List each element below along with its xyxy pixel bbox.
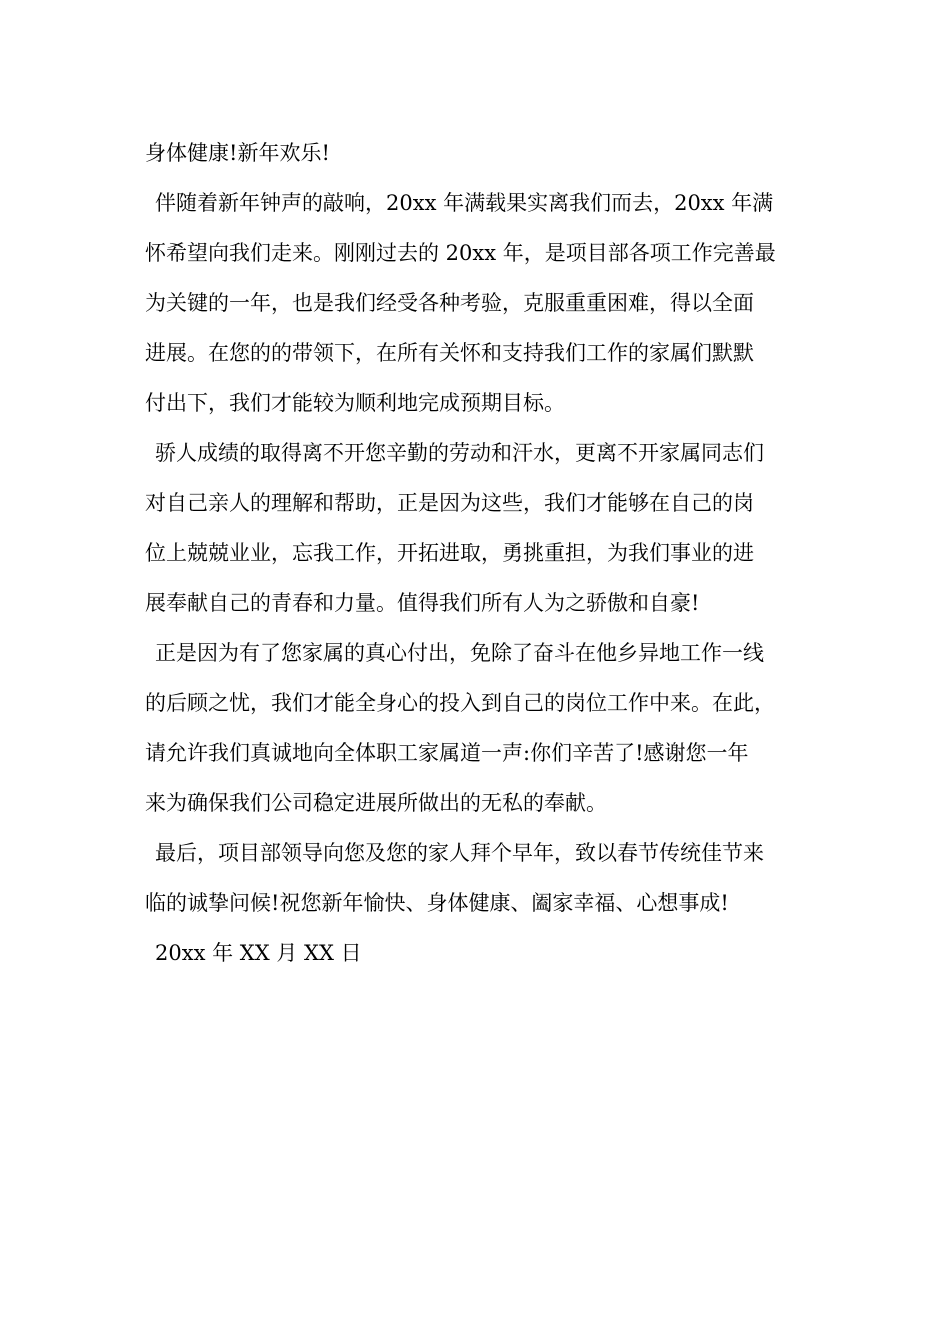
- text-line: 伴随着新年钟声的敲响，20xx 年满载果实离我们而去，20xx 年满: [155, 191, 774, 215]
- text-line: 对自己亲人的理解和帮助，正是因为这些，我们才能够在自己的岗: [145, 491, 754, 515]
- text-line: 怀希望向我们走来。刚刚过去的 20xx 年，是项目部各项工作完善最: [145, 241, 776, 265]
- paragraph-date: [145, 928, 835, 978]
- text-line: 为关键的一年，也是我们经受各种考验，克服重重困难，得以全面: [145, 291, 754, 315]
- text-line: 正是因为有了您家属的真心付出，免除了奋斗在他乡异地工作一线: [155, 641, 764, 665]
- text-line: 临的诚挚问候!祝您新年愉快、身体健康、阖家幸福、心想事成!: [145, 891, 729, 915]
- text-line: 请允许我们真诚地向全体职工家属道一声:你们辛苦了!感谢您一年: [145, 741, 749, 765]
- text-line: 进展。在您的的带领下，在所有关怀和支持我们工作的家属们默默: [145, 341, 754, 365]
- text-line: 最后，项目部领导向您及您的家人拜个早年，致以春节传统佳节来: [155, 841, 764, 865]
- paragraph-closing-wishes: [145, 828, 835, 928]
- text-line: 身体健康!新年欢乐!: [145, 141, 330, 165]
- text-line: 展奉献自己的青春和力量。值得我们所有人为之骄傲和自豪!: [145, 591, 700, 615]
- paragraph-greeting-end: [145, 128, 835, 178]
- text-line: 位上兢兢业业，忘我工作，开拓进取，勇挑重担，为我们事业的进: [145, 541, 754, 565]
- paragraph-new-year-review: [145, 178, 835, 428]
- paragraph-gratitude: [145, 628, 835, 828]
- text-line: 来为确保我们公司稳定进展所做出的无私的奉献。: [145, 791, 607, 815]
- document-date: 20xx 年 XX 月 XX 日: [155, 941, 362, 965]
- text-line: 的后顾之忧，我们才能全身心的投入到自己的岗位工作中来。在此，: [145, 691, 775, 715]
- text-line: 骄人成绩的取得离不开您辛勤的劳动和汗水，更离不开家属同志们: [155, 441, 764, 465]
- paragraph-achievements: [145, 428, 835, 628]
- document-body: [145, 128, 835, 978]
- text-line: 付出下，我们才能较为顺利地完成预期目标。: [145, 391, 565, 415]
